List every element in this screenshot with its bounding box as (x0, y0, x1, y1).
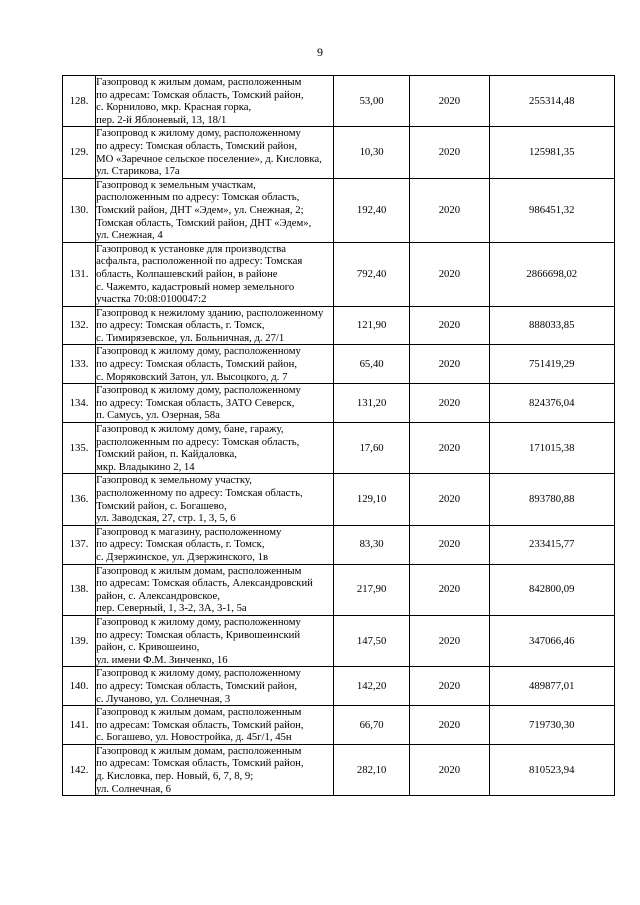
object-description-cell (96, 744, 334, 795)
description-line: Газопровод к жилому дому, расположенному (96, 345, 301, 358)
description-line: Газопровод к жилым домам, расположенным (96, 564, 302, 577)
description-line: расположенным по адресу: Томская область, (96, 435, 300, 448)
description-line: район, с. Кривошеино, (96, 641, 200, 654)
table-row (63, 564, 615, 615)
object-description-cell (96, 667, 334, 706)
table-row (63, 615, 615, 666)
row-number-cell: 131. (63, 242, 96, 306)
object-description-cell (96, 76, 334, 127)
description-line: с. Дзержинское, ул. Дзержинского, 1в (96, 550, 269, 563)
row-number-cell: 139. (63, 615, 96, 666)
row-number-cell: 142. (63, 744, 96, 795)
description-line: по адресу: Томская область, Томский район, (96, 679, 297, 692)
cost-cell: 255314,48 (489, 76, 614, 127)
description-line: по адресам: Томская область, Томский район, (96, 718, 304, 731)
description-line: Газопровод к нежилому зданию, расположенному (96, 306, 324, 319)
object-description-cell (96, 615, 334, 666)
table-row (63, 178, 615, 242)
description-line: Томский район, п. Кайдаловка, (96, 448, 237, 461)
table-row (63, 242, 615, 306)
object-description-cell (96, 564, 334, 615)
object-description-cell (96, 474, 334, 525)
row-number-cell: 129. (63, 127, 96, 178)
table-row (63, 525, 615, 564)
description-line: МО «Заречное сельское поселение», д. Кисловка, (96, 152, 322, 165)
object-description-cell (96, 706, 334, 745)
description-line: по адресам: Томская область, Томский район, (96, 88, 304, 101)
description-line: Газопровод к магазину, расположенному (96, 525, 282, 538)
object-description-cell (96, 423, 334, 474)
description-line: Газопровод к жилому дому, бане, гаражу, (96, 423, 284, 436)
description-line: с. Корнилово, мкр. Красная горка, (96, 101, 252, 114)
row-number-cell: 130. (63, 178, 96, 242)
year-cell: 2020 (410, 178, 489, 242)
description-line: по адресам: Томская область, Александровский (96, 577, 313, 590)
length-cell: 192,40 (333, 178, 409, 242)
description-line: область, Колпашевский район, в районе (96, 267, 278, 280)
description-line: Газопровод к земельным участкам, (96, 178, 256, 191)
table-row (63, 423, 615, 474)
description-line: мкр. Владыкино 2, 14 (96, 460, 195, 473)
row-number-cell: 140. (63, 667, 96, 706)
year-cell: 2020 (410, 76, 489, 127)
year-cell: 2020 (410, 306, 489, 345)
cost-cell: 824376,04 (489, 384, 614, 423)
row-number-cell: 134. (63, 384, 96, 423)
year-cell: 2020 (410, 667, 489, 706)
cost-cell: 893780,88 (489, 474, 614, 525)
description-line: по адресу: Томская область, г. Томск, (96, 319, 265, 332)
description-line: пер. Северный, 1, 3-2, 3А, 3-1, 5а (96, 602, 247, 615)
description-line: с. Богашево, ул. Новостройка, д. 45г/1, 45н (96, 731, 292, 744)
year-cell: 2020 (410, 384, 489, 423)
description-line: Газопровод к жилым домам, расположенным (96, 706, 302, 719)
year-cell: 2020 (410, 615, 489, 666)
cost-cell: 489877,01 (489, 667, 614, 706)
cost-cell: 125981,35 (489, 127, 614, 178)
table-row (63, 306, 615, 345)
row-number-cell: 132. (63, 306, 96, 345)
table-row (63, 744, 615, 795)
table-row (63, 345, 615, 384)
length-cell: 65,40 (333, 345, 409, 384)
description-line: район, с. Александровское, (96, 589, 220, 602)
object-description-cell (96, 306, 334, 345)
row-number-cell: 141. (63, 706, 96, 745)
object-description-cell (96, 384, 334, 423)
length-cell: 17,60 (333, 423, 409, 474)
table-row (63, 127, 615, 178)
table-row (63, 474, 615, 525)
description-line: с. Лучаново, ул. Солнечная, 3 (96, 692, 231, 705)
length-cell: 142,20 (333, 667, 409, 706)
row-number-cell: 138. (63, 564, 96, 615)
description-line: ул. Старикова, 17а (96, 165, 180, 178)
description-line: ул. Солнечная, 6 (96, 782, 171, 795)
length-cell: 147,50 (333, 615, 409, 666)
description-line: ул. Заводская, 27, стр. 1, 3, 5, 6 (96, 512, 236, 525)
cost-cell: 171015,38 (489, 423, 614, 474)
table-row (63, 384, 615, 423)
description-line: Газопровод к жилым домам, расположенным (96, 744, 302, 757)
year-cell: 2020 (410, 744, 489, 795)
description-line: Томский район, ДНТ «Эдем», ул. Снежная, 2; (96, 203, 304, 216)
year-cell: 2020 (410, 706, 489, 745)
cost-cell: 719730,30 (489, 706, 614, 745)
length-cell: 131,20 (333, 384, 409, 423)
row-number-cell: 137. (63, 525, 96, 564)
length-cell: 282,10 (333, 744, 409, 795)
length-cell: 217,90 (333, 564, 409, 615)
description-line: с. Чажемто, кадастровый номер земельного (96, 280, 295, 293)
description-line: по адресу: Томская область, Томский район, (96, 139, 297, 152)
row-number-cell: 136. (63, 474, 96, 525)
year-cell: 2020 (410, 127, 489, 178)
length-cell: 792,40 (333, 242, 409, 306)
length-cell: 129,10 (333, 474, 409, 525)
table-row (63, 667, 615, 706)
description-line: участка 70:08:0100047:2 (96, 293, 207, 306)
table-row (63, 76, 615, 127)
cost-cell: 347066,46 (489, 615, 614, 666)
description-line: Томская область, Томский район, ДНТ «Эдем», (96, 216, 312, 229)
description-line: с. Тимирязевское, ул. Больничная, д. 27/1 (96, 331, 285, 344)
cost-cell: 986451,32 (489, 178, 614, 242)
description-line: расположенному по адресу: Томская область, (96, 487, 303, 499)
cost-cell: 751419,29 (489, 345, 614, 384)
year-cell: 2020 (410, 525, 489, 564)
description-line: Газопровод к земельному участку, (96, 474, 252, 487)
object-description-cell (96, 242, 334, 306)
length-cell: 10,30 (333, 127, 409, 178)
description-line: Газопровод к установке для производства (96, 242, 286, 255)
year-cell: 2020 (410, 345, 489, 384)
description-line: по адресу: Томская область, Кривошеинский (96, 628, 301, 641)
object-description-cell (96, 178, 334, 242)
description-line: расположенным по адресу: Томская область, (96, 191, 300, 204)
cost-cell: 888033,85 (489, 306, 614, 345)
cost-cell: 233415,77 (489, 525, 614, 564)
year-cell: 2020 (410, 242, 489, 306)
row-number-cell: 135. (63, 423, 96, 474)
year-cell: 2020 (410, 474, 489, 525)
description-line: Газопровод к жилому дому, расположенному (96, 667, 301, 680)
page-number: 9 (317, 45, 323, 59)
description-line: ул. Снежная, 4 (96, 229, 163, 242)
description-line: п. Самусь, ул. Озерная, 58а (96, 409, 220, 422)
description-line: д. Кисловка, пер. Новый, 6, 7, 8, 9; (96, 770, 254, 783)
row-number-cell: 128. (63, 76, 96, 127)
object-description-cell (96, 525, 334, 564)
description-line: Томский район, с. Богашево, (96, 499, 227, 512)
description-line: по адресу: Томская область, ЗАТО Северск, (96, 396, 295, 409)
year-cell: 2020 (410, 564, 489, 615)
row-number-cell: 133. (63, 345, 96, 384)
description-line: Газопровод к жилому дому, расположенному (96, 384, 301, 397)
length-cell: 83,30 (333, 525, 409, 564)
description-line: асфальта, расположенной по адресу: Томская (96, 255, 303, 268)
cost-cell: 2866698,02 (489, 242, 614, 306)
length-cell: 66,70 (333, 706, 409, 745)
cost-cell: 842800,09 (489, 564, 614, 615)
length-cell: 53,00 (333, 76, 409, 127)
object-description-cell (96, 345, 334, 384)
description-line: по адресу: Томская область, Томский район, (96, 358, 297, 371)
description-line: пер. 2-й Яблоневый, 13, 18/1 (96, 113, 227, 126)
description-line: ул. имени Ф.М. Зинченко, 16 (96, 653, 228, 666)
description-line: с. Моряковский Затон, ул. Высоцкого, д. 7 (96, 370, 288, 383)
description-line: по адресам: Томская область, Томский район, (96, 757, 304, 770)
object-description-cell (96, 127, 334, 178)
cost-cell: 810523,94 (489, 744, 614, 795)
description-line: Газопровод к жилому дому, расположенному (96, 127, 301, 140)
description-line: Газопровод к жилым домам, расположенным (96, 76, 302, 88)
gas-pipeline-table (62, 75, 615, 796)
table-row (63, 706, 615, 745)
description-line: по адресу: Томская область, г. Томск, (96, 538, 265, 551)
length-cell: 121,90 (333, 306, 409, 345)
description-line: Газопровод к жилому дому, расположенному (96, 615, 301, 628)
table-body (63, 76, 615, 796)
year-cell: 2020 (410, 423, 489, 474)
